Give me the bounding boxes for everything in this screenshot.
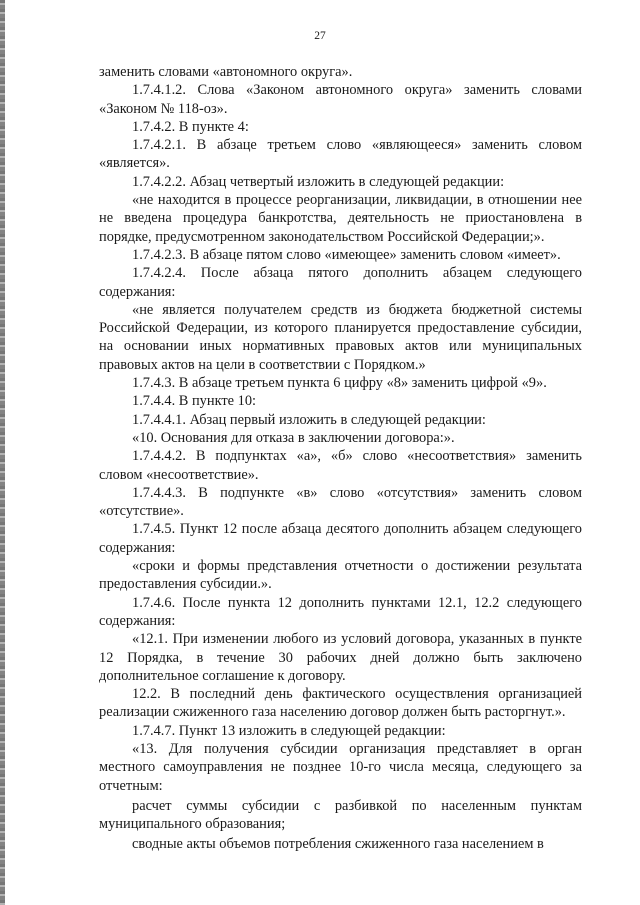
paragraph: 1.7.4.6. После пункта 12 дополнить пунктами 12.1, 12.2 следующего содержания: (99, 594, 582, 629)
paragraph: «не находится в процессе реорганизации, ликвидации, в отношении нее не введена процедура банкротства, деятельность не приостановлена в порядке, предусмотренном законодательством Российской Федерации;». (99, 192, 582, 245)
paragraph: «12.1. При изменении любого из условий договора, указанных в пункте 12 Порядка, в течение 30 рабочих дней должно быть заключено дополнительное соглашение к договору. (99, 631, 582, 684)
paragraph: сводные акты объемов потребления сжиженного газа населением в (132, 836, 544, 853)
paragraph: «сроки и формы представления отчетности о достижении результата предоставления субсидии.». (99, 558, 582, 593)
paragraph: 1.7.4.2.2. Абзац четвертый изложить в следующей редакции: (132, 173, 505, 190)
paragraph: 1.7.4.4.2. В подпунктах «а», «б» слово «несоответствия» заменить словом «несоответствие». (99, 448, 582, 483)
paragraph: 1.7.4.1.2. Слова «Законом автономного округа» заменить словами «Законом № 118-оз». (99, 82, 582, 117)
page-number: 27 (314, 30, 326, 42)
paragraph: 1.7.4.3. В абзаце третьем пункта 6 цифру «8» заменить цифрой «9». (132, 375, 547, 392)
paragraph: «не является получателем средств из бюджета бюджетной системы Российской Федерации, из которого планируется предоставление субсидии, на основании иных нормативных правовых актов или муниципальных правовых актов на цели в соответствии с Порядком.» (99, 301, 582, 373)
paragraph: 1.7.4.5. Пункт 12 после абзаца десятого дополнить абзацем следующего содержания: (99, 521, 582, 556)
paragraph: 1.7.4.7. Пункт 13 изложить в следующей редакции: (132, 722, 446, 739)
paragraph: «10. Основания для отказа в заключении договора:». (132, 429, 455, 446)
paragraph: 1.7.4.2. В пункте 4: (132, 118, 249, 135)
paragraph: расчет суммы субсидии с разбивкой по населенным пунктам муниципального образования; (99, 797, 582, 833)
paragraph: 1.7.4.2.4. После абзаца пятого дополнить абзацем следующего содержания: (99, 265, 582, 300)
paragraph: 1.7.4.2.1. В абзаце третьем слово «являющееся» заменить словом «является». (99, 137, 582, 172)
paragraph: заменить словами «автономного округа». (99, 64, 353, 80)
paragraph: 12.2. В последний день фактического осуществления организацией реализации сжиженного газа населению договор должен быть расторгнут.». (99, 686, 582, 721)
paragraph: 1.7.4.4. В пункте 10: (132, 393, 257, 410)
paragraph: «13. Для получения субсидии организация представляет в орган местного самоуправления не позднее 10-го числа месяца, следующего за отчетным: (99, 740, 582, 794)
scan-binding-edge (0, 0, 5, 905)
document-body (99, 63, 582, 854)
paragraph: 1.7.4.4.1. Абзац первый изложить в следующей редакции: (132, 411, 486, 428)
paragraph: 1.7.4.4.3. В подпункте «в» слово «отсутствия» заменить словом «отсутствие». (99, 484, 582, 520)
paragraph: 1.7.4.2.3. В абзаце пятом слово «имеющее» заменить словом «имеет». (132, 246, 561, 263)
